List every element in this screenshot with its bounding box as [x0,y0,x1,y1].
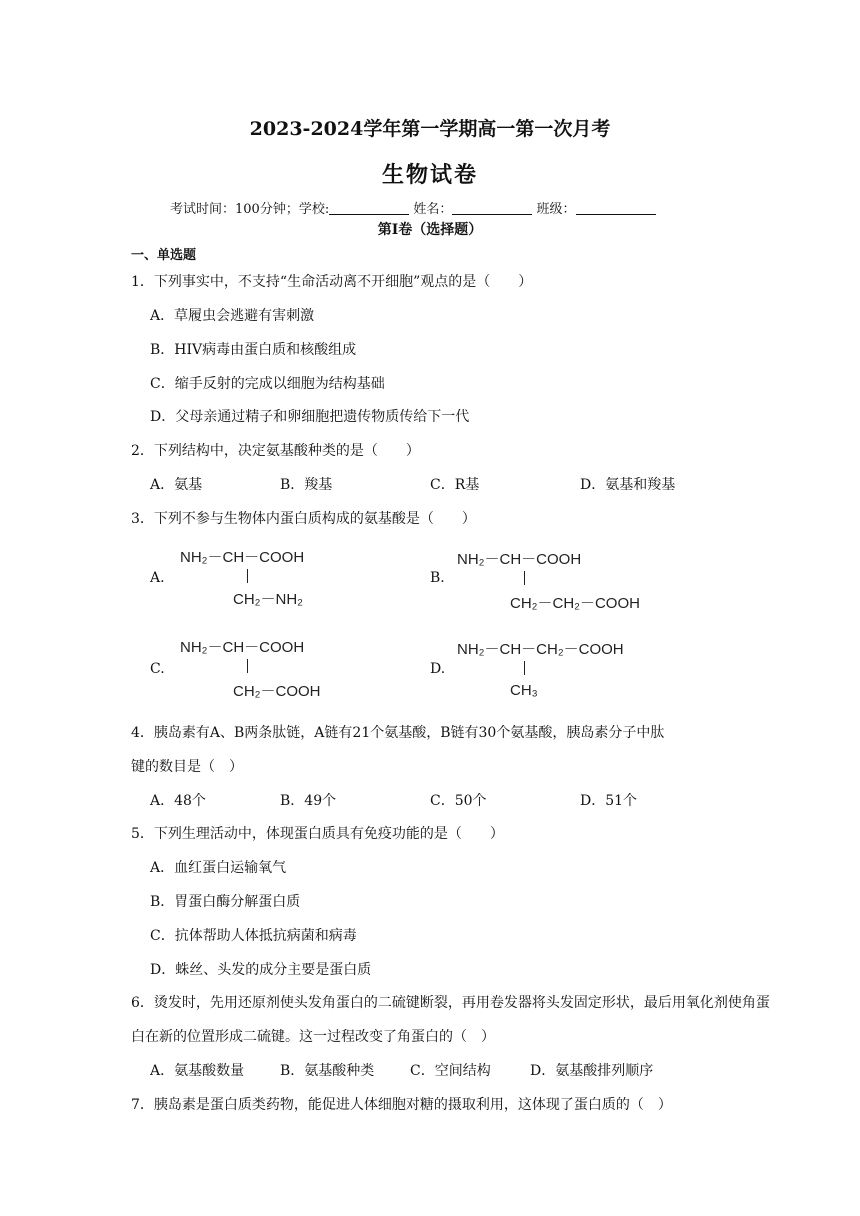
name-blank[interactable] [452,202,532,215]
question-6-option-a: A．氨基酸数量 [150,1063,245,1079]
question-6-option-c: C．空间结构 [410,1063,491,1079]
question-6-option-d: D．氨基酸排列顺序 [530,1063,654,1079]
class-blank[interactable] [576,202,656,215]
question-7-stem: 7．胰岛素是蛋白质类药物，能促进人体细胞对糖的摄取利用，这体现了蛋白质的（ ） [131,1097,672,1113]
question-1-option-d: D．父母亲通过精子和卵细胞把遗传物质传给下一代 [150,409,470,425]
question-3-stem: 3．下列不参与生物体内蛋白质构成的氨基酸是（ ） [131,511,476,527]
question-4-stem-continued: 键的数目是（ ） [131,759,243,775]
formula-c-main-chain: NH₂－CH－COOH [180,639,305,656]
subject-title: 生物试卷 [381,162,478,188]
formula-a-side-chain: CH₂－NH₂ [233,591,303,608]
formula-b-main-chain: NH₂－CH－COOH [457,551,582,568]
formula-c-side-chain: CH₂－COOH [233,683,321,700]
formula-a-main-chain: NH₂－CH－COOH [180,549,305,566]
question-6-stem: 6．烫发时，先用还原剂使头发角蛋白的二硫键断裂，再用卷发器将头发固定形状，最后用氧化剂使角蛋 [131,995,770,1011]
formula-b-side-chain: CH₂－CH₂－COOH [510,595,640,612]
formula-a-bond [247,569,248,583]
question-5-option-d: D．蛛丝、头发的成分主要是蛋白质 [150,962,372,978]
name-label: 姓名： [413,202,453,217]
formula-c-bond [247,659,248,673]
question-2-option-b: B．羧基 [280,477,333,493]
school-blank[interactable] [329,202,409,215]
question-4-option-c: C．50个 [430,793,487,809]
question-1-option-b: B．HIV病毒由蛋白质和核酸组成 [150,342,357,358]
question-4-option-b: B．49个 [280,793,337,809]
formula-d-side-chain: CH₃ [510,682,538,699]
question-3-option-d-label: D. [430,661,446,677]
paper-section-title: 第I卷（选择题） [377,222,483,238]
question-4-stem: 4．胰岛素有A、B两条肽链，A链有21个氨基酸，B链有30个氨基酸，胰岛素分子中肽 [131,725,665,741]
question-1-stem: 1．下列事实中，不支持“生命活动离不开细胞”观点的是（ ） [131,274,533,290]
exam-info-line [170,198,656,217]
question-4-option-d: D．51个 [580,793,638,809]
exam-title: 2023-2024学年第一学期高一第一次月考 [249,118,611,140]
question-5-stem: 5．下列生理活动中，体现蛋白质具有免疫功能的是（ ） [131,826,504,842]
question-5-option-c: C．抗体帮助人体抵抗病菌和病毒 [150,928,357,944]
question-5-option-a: A．血红蛋白运输氧气 [150,860,287,876]
question-6-stem-continued: 白在新的位置形成二硫键。这一过程改变了角蛋白的（ ） [131,1029,495,1045]
question-2-option-c: C．R基 [430,477,480,493]
question-3-option-c-label: C. [150,661,165,677]
question-1-option-a: A．草履虫会逃避有害刺激 [150,308,315,324]
question-5-option-b: B．胃蛋白酶分解蛋白质 [150,894,301,910]
time-school-label: 考试时间：100分钟；学校: [170,202,330,217]
question-2-option-a: A．氨基 [150,477,203,493]
formula-b-bond [524,571,525,585]
question-2-option-d: D．氨基和羧基 [580,477,676,493]
question-2-stem: 2．下列结构中，决定氨基酸种类的是（ ） [131,443,420,459]
formula-d-bond [524,661,525,675]
question-4-option-a: A．48个 [150,793,206,809]
question-6-option-b: B．氨基酸种类 [280,1063,375,1079]
formula-d-main-chain: NH₂－CH－CH₂－COOH [457,641,624,658]
class-label: 班级： [536,202,576,217]
section-heading: 一、单选题 [131,248,197,263]
question-3-option-a-label: A. [150,570,165,586]
question-1-option-c: C．缩手反射的完成以细胞为结构基础 [150,376,385,392]
question-3-option-b-label: B. [430,570,445,586]
